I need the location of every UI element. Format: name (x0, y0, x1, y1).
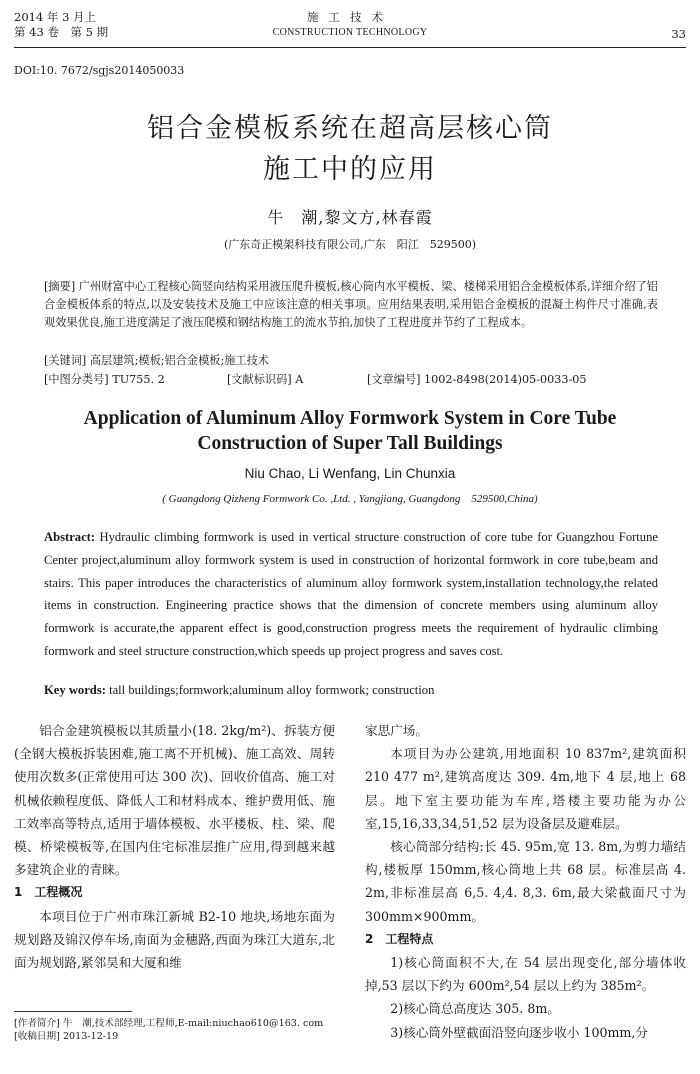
affiliation-cn: (广东奇正模架科技有限公司,广东 阳江 529500) (223, 238, 477, 251)
doc-code-value: A (295, 373, 304, 386)
feature-item-2: 2)核心筒总高度达 305. 8m。 (390, 1001, 560, 1017)
body-column-left (14, 719, 335, 974)
abstract-en-label: Abstract (44, 530, 91, 544)
title-cn-line1: 铝合金模板系统在超高层核心筒 (147, 113, 553, 144)
page-number: 33 (671, 27, 686, 41)
affiliation-en: ( Guangdong Qizheng Formwork Co. ,Ltd. , Yangjiang, Guangdong 529500,China) (162, 493, 538, 505)
section-2-title: 工程特点 (385, 931, 434, 946)
abstract-en: Abstract: Hydraulic climbing formwork is used in vertical structure construction of core tube for Guangzhou Fortune Center project,aluminum alloy formwork system is used in construction of horizontal formwork in core tube,beam and stairs. This paper introduces the characteristics of aluminum alloy formwork system,installation technology,the related items in construction. Engineering practice shows that the dimension of concrete members using aluminum alloy formwork is accurate,the apparent effect is good,construction progress meets the requirement of hydraulic climbing formwork and steel structure construction,which speeds up project progress and saves cost. (44, 530, 658, 658)
title-cn-line2: 施工中的应用 (263, 154, 437, 185)
journal-name-en: CONSTRUCTION TECHNOLOGY (272, 27, 428, 38)
footnote-date-text: 2013-12-19 (62, 1031, 119, 1042)
article-number-label: [文章编号] (367, 373, 421, 386)
footnote (14, 1017, 336, 1043)
section-1-title: 工程概况 (34, 885, 83, 900)
header-date: 2014 年 3 月上 (14, 10, 97, 24)
keywords-cn-text: 高层建筑;模板;铝合金模板;施工技术 (89, 354, 269, 367)
clc-label: [中图分类号] (44, 373, 109, 386)
keywords-cn-label: [关键词] (44, 354, 87, 367)
keywords-en-label: Key words (44, 683, 102, 697)
footnote-author (14, 1017, 336, 1030)
section-2-number: 2 (365, 931, 374, 946)
core-tube-paragraph: 核心筒部分结构:长 45. 95m,宽 13. 8m,为剪力墙结构,楼板厚 150mm,核心筒地上共 68 层。标准层高 4. 2m,非标准层高 6,5. 4,4. 8,3. 6m,最大梁截面尺寸为 300mm×900mm。 (365, 839, 686, 924)
abstract-cn (44, 278, 658, 332)
section-heading-1 (14, 881, 335, 904)
authors-en: Niu Chao, Li Wenfang, Lin Chunxia (244, 466, 456, 481)
footnote-date-label: [收稿日期] (14, 1031, 60, 1042)
running-header (14, 10, 686, 48)
clc-number (44, 371, 165, 387)
feature-item-1: 1)核心筒面积不大,在 54 层出现变化,部分墙体收掉,53 层以下约为 600m²,54 层以上约为 385m²。 (365, 955, 686, 994)
doc-code-label: [文献标识码] (227, 373, 292, 386)
header-volume: 第 43 卷 第 5 期 (14, 25, 109, 39)
title-en-line2: Construction of Super Tall Buildings (197, 433, 503, 454)
body-column-right (365, 719, 686, 1044)
keywords-en: Key words: tall buildings;formwork;aluminum alloy formwork; construction (44, 683, 435, 697)
clc-value: TU755. 2 (112, 373, 165, 386)
continued-text: 家思广场。 (365, 723, 428, 738)
authors-cn: 牛 潮,黎文方,林春霞 (267, 208, 433, 227)
journal-name-cn: 施工技术 (307, 10, 393, 24)
doi: DOI:10. 7672/sgjs2014050033 (14, 64, 185, 77)
doc-code (227, 371, 303, 387)
article-number-value: 1002-8498(2014)05-0033-05 (424, 373, 587, 386)
section-1-paragraph: 本项目位于广州市珠江新城 B2-10 地块,场地东面为规划路及锦汉停车场,南面为金穗路,西面为珠江大道东,北面为规划路,紧邻昊和大厦和维 (14, 908, 335, 971)
abstract-cn-text: 广州财富中心工程核心筒竖向结构采用液压爬升模板,核心筒内水平模板、梁、楼梯采用铝合金模板体系,详细介绍了铝合金模板体系的特点,以及安装技术及施工中应该注意的相关事项。应用结果表明,采用铝合金模板的混凝土构件尺寸准确,表观效果优良,施工进度满足了液压爬模和钢结构施工的流水节拍,加快了工程进度并节约了工程成本。 (44, 280, 658, 329)
feature-item-3: 3)核心筒外壁截面沿竖向逐步收小 100mm,分 (390, 1024, 648, 1040)
footnote-rule (14, 1011, 132, 1012)
article-number (367, 371, 586, 387)
abstract-en-text: Hydraulic climbing formwork is used in vertical structure construction of core tube for Guangzhou Fortune Center project,aluminum alloy formwork system is used in construction of horizontal formwork in core tube,beam and stairs. This paper introduces the characteristics of aluminum alloy formwork system,installation technology,the related items in construction. Engineering practice shows that the dimension of concrete members using aluminum alloy formwork is accurate,the apparent effect is good,construction progress meets the requirement of hydraulic climbing formwork and steel structure construction,which speeds up project progress and saves cost. (44, 530, 658, 658)
keywords-cn (44, 352, 269, 368)
section-heading-2 (365, 928, 686, 951)
project-paragraph: 本项目为办公建筑,用地面积 10 837m²,建筑面积 210 477 m²,建筑高度达 309. 4m,地下 4 层,地上 68 层。地下室主要功能为车库,塔楼主要功能为办公室,15,16,33,34,51,52 层为设备层及避难层。 (365, 746, 686, 831)
paper-title-cn (0, 108, 700, 190)
abstract-cn-label: [摘要] (44, 280, 76, 293)
header-journal (14, 10, 686, 40)
footnote-author-label: [作者简介] (14, 1018, 60, 1029)
paper-title-en (0, 406, 700, 456)
title-en-line1: Application of Aluminum Alloy Formwork System in Core Tube (83, 408, 617, 429)
classification-row (44, 371, 664, 389)
keywords-en-text: tall buildings;formwork;aluminum alloy formwork; construction (109, 683, 435, 697)
footnote-author-text: 牛 潮,技术部经理,工程师,E-mail:niuchao610@163. com (62, 1018, 324, 1029)
footnote-date (14, 1030, 336, 1043)
section-1-number: 1 (14, 885, 23, 900)
intro-paragraph: 铝合金建筑模板以其质量小(18. 2kg/m²)、拆装方便(全钢大模板拆装困难,施工离不开机械)、施工高效、周转使用次数多(正常使用可达 300 次)、回收价值高、施工对机械依赖程度低、降低人工和材料成本、维护费用低、施工效率高等特点,适用于墙体模板、水平楼板、柱、梁、爬模、桥梁模板等,在国内住宅标准层推广应用,得到越来越多建筑企业的青睐。 (14, 723, 335, 878)
